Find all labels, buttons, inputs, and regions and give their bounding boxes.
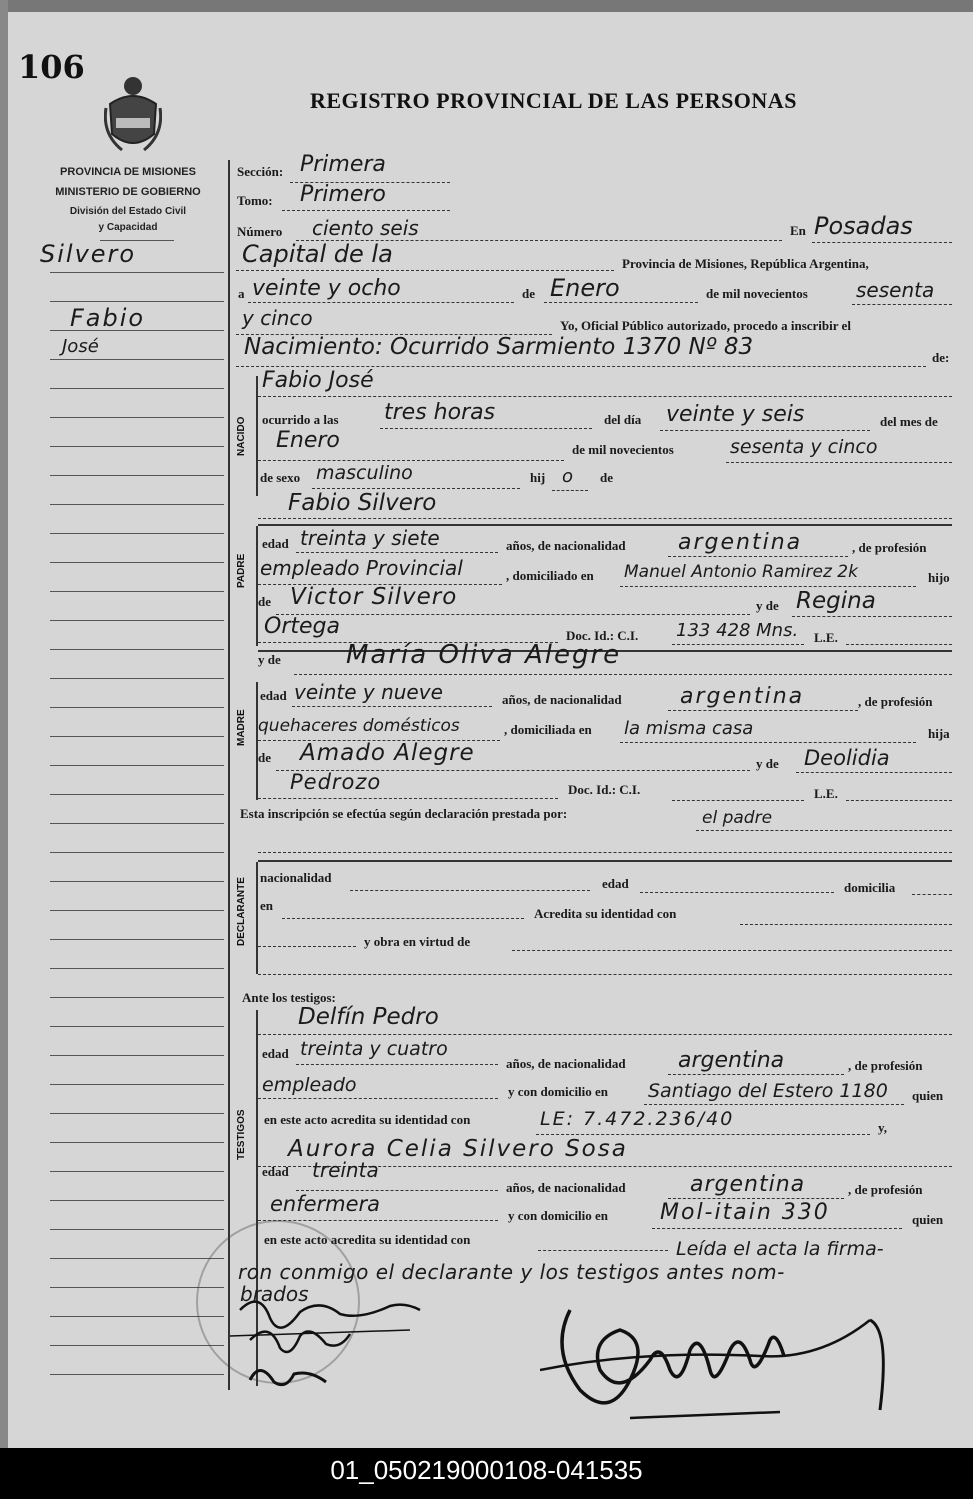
domicilio-label: y con domicilio en xyxy=(508,1208,609,1223)
nacionalidad-label: años, de nacionalidad xyxy=(506,1056,626,1071)
section-label-testigos: TESTIGOS xyxy=(236,1109,247,1160)
testigo1-nombre: Delfín Pedro xyxy=(298,1004,439,1030)
de-label: de xyxy=(522,286,535,301)
margin-rule xyxy=(50,417,224,418)
padre-doc: 133 428 Mns. xyxy=(676,620,799,641)
edad-label: edad xyxy=(262,1164,289,1179)
nacionalidad-label: años, de nacionalidad xyxy=(502,692,622,707)
margin-rule xyxy=(50,1258,224,1259)
edad-label: edad xyxy=(602,876,629,891)
padre-domicilio: Manuel Antonio Ramirez 2k xyxy=(624,562,858,582)
margin-rule xyxy=(50,591,224,592)
madre-profesion: quehaceres domésticos xyxy=(258,716,460,736)
lugar-value-2: Capital de la xyxy=(242,240,393,268)
quien-label: quien xyxy=(912,1212,944,1227)
y-de-label: y de xyxy=(756,756,779,771)
field-line xyxy=(672,800,804,801)
issuer-line: y Capacidad xyxy=(98,222,158,233)
nacionalidad-label: años, de nacionalidad xyxy=(506,1180,626,1195)
margin-rule xyxy=(50,562,224,563)
margin-rule xyxy=(50,620,224,621)
margin-rule xyxy=(50,1200,224,1201)
issuer-line: División del Estado Civil xyxy=(69,206,187,217)
issuer-line: PROVINCIA DE MISIONES xyxy=(60,166,196,178)
domicilio-label: domicilia xyxy=(844,880,896,895)
margin-given-name: José xyxy=(62,336,99,357)
testigo2-edad: treinta xyxy=(312,1158,379,1182)
field-line xyxy=(248,302,514,303)
field-line xyxy=(668,1198,844,1199)
field-line xyxy=(258,974,952,975)
dia-value: veinte y seis xyxy=(666,402,805,427)
margin-rule xyxy=(50,475,224,476)
acredita-label: Acredita su identidad con xyxy=(534,906,677,921)
section-label-madre: MADRE xyxy=(236,709,247,746)
margin-rule xyxy=(50,823,224,824)
margin-rule xyxy=(50,794,224,795)
ante-testigos-label: Ante los testigos: xyxy=(242,990,336,1005)
section-label-declarante: DECLARANTE xyxy=(236,877,247,946)
margin-rule xyxy=(50,504,224,505)
field-line xyxy=(292,706,492,707)
field-line xyxy=(380,428,592,429)
section-label-padre: PADRE xyxy=(236,553,247,588)
field-line xyxy=(668,556,848,557)
margin-rule xyxy=(50,1345,224,1346)
field-line xyxy=(258,396,952,397)
numero-value: ciento seis xyxy=(312,216,419,240)
document-title: REGISTRO PROVINCIAL DE LAS PERSONAS xyxy=(310,88,797,113)
del-dia-label: del día xyxy=(604,412,642,427)
field-line xyxy=(792,616,952,617)
mil-label: de mil novecientos xyxy=(572,442,674,457)
margin-rule xyxy=(50,910,224,911)
field-line xyxy=(258,946,356,947)
margin-rule xyxy=(50,1084,224,1085)
margin-surname: Silvero xyxy=(40,240,137,268)
page-number: 106 xyxy=(18,48,85,86)
official-signature xyxy=(540,1290,900,1430)
field-line xyxy=(668,710,858,711)
tomo-value: Primero xyxy=(300,182,386,207)
margin-rule xyxy=(50,881,224,882)
field-line xyxy=(538,1250,668,1251)
margin-rule xyxy=(50,359,224,360)
testigo2-nombre: Aurora Celia Silvero Sosa xyxy=(288,1136,628,1162)
field-line xyxy=(282,918,524,919)
margin-rule xyxy=(50,1374,224,1375)
section-bracket xyxy=(256,526,258,646)
margin-rule xyxy=(50,1171,224,1172)
field-line xyxy=(846,800,952,801)
field-line xyxy=(258,1034,952,1035)
field-line xyxy=(672,644,804,645)
margin-rule xyxy=(50,736,224,737)
testigo2-domicilio: Mol-itain 330 xyxy=(660,1200,830,1225)
field-line xyxy=(536,1134,870,1135)
margin-rule xyxy=(50,1026,224,1027)
field-line xyxy=(258,518,952,519)
field-line xyxy=(620,586,916,587)
field-line xyxy=(296,1190,498,1191)
footer-image-code: 01_050219000108-041535 xyxy=(0,1448,973,1499)
field-line xyxy=(912,894,952,895)
field-line xyxy=(552,490,588,491)
lugar-value: Posadas xyxy=(814,212,913,240)
doc-label: Doc. Id.: C.I. xyxy=(566,628,639,643)
sexo-label: de sexo xyxy=(260,470,301,485)
issuer-line: MINISTERIO DE GOBIERNO xyxy=(55,186,201,198)
acredita-label: en este acto acredita su identidad con xyxy=(264,1112,471,1127)
field-line xyxy=(740,924,952,925)
field-line xyxy=(846,644,952,645)
anio-value-2: y cinco xyxy=(242,306,313,330)
mes-value: Enero xyxy=(276,428,340,453)
margin-rule xyxy=(50,446,224,447)
de-end-label: de: xyxy=(932,350,950,365)
sexo-value: masculino xyxy=(316,462,413,484)
nacionalidad-label: nacionalidad xyxy=(260,870,332,885)
acto-value: Nacimiento: Ocurrido Sarmiento 1370 Nº 83 xyxy=(244,334,754,360)
padre-edad: treinta y siete xyxy=(300,526,440,550)
seccion-value: Primera xyxy=(300,152,386,177)
field-line xyxy=(696,830,952,831)
padre-nombre: Fabio Silvero xyxy=(288,490,437,516)
margin-rule xyxy=(50,852,224,853)
testigo1-profesion: empleado xyxy=(262,1074,357,1096)
de-label: de xyxy=(258,750,271,765)
field-line xyxy=(312,488,520,489)
field-line xyxy=(282,210,450,211)
field-line xyxy=(276,614,750,615)
field-line xyxy=(812,242,952,243)
hij-label: hij xyxy=(530,470,546,485)
margin-rule xyxy=(50,707,224,708)
profesion-label: , de profesión xyxy=(852,540,927,555)
le-label: L.E. xyxy=(814,630,838,645)
testigo1-domicilio: Santiago del Estero 1180 xyxy=(648,1080,888,1102)
abuela-materna-2: Pedrozo xyxy=(290,770,382,794)
y-de-label: y de xyxy=(756,598,779,613)
field-line xyxy=(296,1064,498,1065)
field-line xyxy=(236,270,614,271)
edad-label: edad xyxy=(262,1046,289,1061)
nacionalidad-label: años, de nacionalidad xyxy=(506,538,626,553)
virtud-label: y obra en virtud de xyxy=(364,934,471,949)
anio-value: sesenta y cinco xyxy=(730,436,878,458)
edad-label: edad xyxy=(260,688,287,703)
madre-edad: veinte y nueve xyxy=(294,680,443,704)
nacido-nombre: Fabio José xyxy=(262,368,374,393)
quien-label: quien xyxy=(912,1088,944,1103)
margin-given-name: Fabio xyxy=(70,304,146,332)
testigo2-profesion: enfermera xyxy=(270,1192,381,1216)
section-bracket xyxy=(256,862,258,974)
abuelo-materno: Amado Alegre xyxy=(300,740,475,766)
declaracion-por: el padre xyxy=(702,808,773,828)
profesion-label: , de profesión xyxy=(858,694,933,709)
margin-rule xyxy=(50,1229,224,1230)
field-line xyxy=(258,852,952,853)
de-label: de xyxy=(600,470,613,485)
margin-rule xyxy=(50,997,224,998)
margin-rule xyxy=(50,939,224,940)
field-line xyxy=(512,950,952,951)
field-line xyxy=(660,430,870,431)
testigo1-id: LE: 7.472.236/40 xyxy=(540,1108,735,1130)
ocurrido-label: ocurrido a las xyxy=(262,412,339,427)
margin-divider xyxy=(228,160,230,1390)
abuelo-paterno: Victor Silvero xyxy=(290,584,458,610)
testigo1-nacionalidad: argentina xyxy=(678,1048,785,1073)
section-divider xyxy=(258,860,952,862)
field-line xyxy=(852,304,952,305)
cierre-linea-1: Leída el acta la firma- xyxy=(676,1238,884,1260)
dia-value: veinte y ocho xyxy=(252,276,401,301)
abuela-paterna: Regina xyxy=(796,588,876,614)
field-line xyxy=(294,674,952,675)
oficial-label: Yo, Oficial Público autorizado, procedo a inscribir el xyxy=(560,318,851,333)
madre-domicilio: la misma casa xyxy=(624,718,754,739)
de-label: de xyxy=(258,594,271,609)
field-line xyxy=(296,552,498,553)
mes-label: del mes de xyxy=(880,414,938,429)
tomo-label: Tomo: xyxy=(237,193,273,208)
numero-label: Número xyxy=(237,224,283,239)
hora-value: tres horas xyxy=(384,400,496,425)
le-label: L.E. xyxy=(814,786,838,801)
seccion-label: Sección: xyxy=(237,164,284,179)
field-line xyxy=(258,1098,498,1099)
domicilio-label: , domiciliada en xyxy=(504,722,592,737)
testigo2-nacionalidad: argentina xyxy=(690,1172,806,1197)
abuela-paterna-2: Ortega xyxy=(264,614,340,639)
hijo-label: hijo xyxy=(928,570,950,585)
field-line xyxy=(796,772,952,773)
margin-rule xyxy=(50,1142,224,1143)
declaracion-label: Esta inscripción se efectúa según declaración prestada por: xyxy=(240,806,568,821)
margin-rule xyxy=(50,388,224,389)
margin-rule xyxy=(50,678,224,679)
testigo1-edad: treinta y cuatro xyxy=(300,1038,448,1060)
domicilio-label: , domiciliado en xyxy=(506,568,594,583)
en-label: En xyxy=(790,223,806,238)
field-line xyxy=(652,1228,902,1229)
field-line xyxy=(350,890,590,891)
margin-rule xyxy=(50,968,224,969)
field-line xyxy=(640,892,834,893)
margin-rule xyxy=(50,765,224,766)
margin-rule xyxy=(50,1113,224,1114)
anio-value: sesenta xyxy=(856,278,935,302)
field-line xyxy=(236,366,926,367)
field-line xyxy=(668,1074,844,1075)
abuela-materna: Deolidia xyxy=(804,746,890,770)
mes-value: Enero xyxy=(550,274,620,302)
margin-rule xyxy=(50,533,224,534)
cierre-linea-2: ron conmigo el declarante y los testigos antes nom- xyxy=(238,1260,785,1284)
edad-label: edad xyxy=(262,536,289,551)
field-line xyxy=(258,798,558,799)
section-bracket xyxy=(256,682,258,800)
margin-rule xyxy=(50,301,224,302)
y-label: y, xyxy=(878,1120,888,1135)
hij-suffix: o xyxy=(562,466,574,487)
domicilio-label: y con domicilio en xyxy=(508,1084,609,1099)
provincia-label: Provincia de Misiones, República Argentina, xyxy=(622,256,869,271)
mil-label: de mil novecientos xyxy=(706,286,808,301)
coat-of-arms-icon xyxy=(104,74,162,158)
field-line xyxy=(726,462,952,463)
field-line xyxy=(258,460,564,461)
field-line xyxy=(544,302,698,303)
doc-label: Doc. Id.: C.I. xyxy=(568,782,641,797)
profesion-label: , de profesión xyxy=(848,1182,923,1197)
hija-label: hija xyxy=(928,726,950,741)
margin-rule xyxy=(50,272,224,273)
section-label-nacido: NACIDO xyxy=(236,416,247,456)
margin-rule xyxy=(50,1055,224,1056)
profesion-label: , de profesión xyxy=(848,1058,923,1073)
field-line xyxy=(620,742,916,743)
padre-nacionalidad: argentina xyxy=(678,530,803,555)
witness-signatures xyxy=(230,1290,430,1400)
madre-nacionalidad: argentina xyxy=(680,684,805,709)
a-label: a xyxy=(238,286,245,301)
field-line xyxy=(644,1104,904,1105)
en-label: en xyxy=(260,898,273,913)
padre-profesion: empleado Provincial xyxy=(260,556,463,580)
cierre-linea-3: brados xyxy=(240,1282,309,1306)
y-de-label: y de xyxy=(258,652,281,667)
madre-nombre: María Oliva Alegre xyxy=(346,640,622,670)
section-bracket xyxy=(256,376,258,496)
acredita-label: en este acto acredita su identidad con xyxy=(264,1232,471,1247)
margin-rule xyxy=(50,649,224,650)
